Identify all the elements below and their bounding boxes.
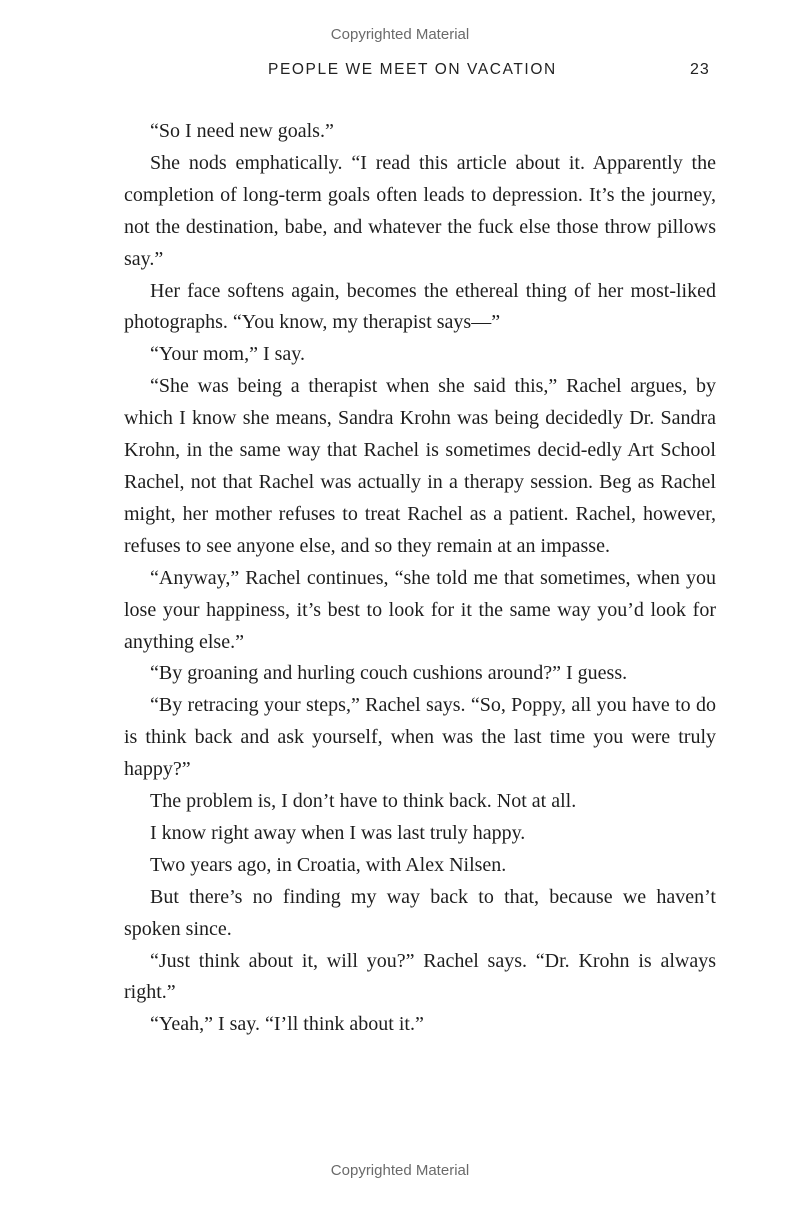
paragraph: I know right away when I was last truly happy. (150, 821, 526, 844)
paragraph: The problem is, I don’t have to think back. Not at all. (150, 790, 577, 813)
paragraph: Two years ago, in Croatia, with Alex Nilsen. (150, 853, 507, 876)
paragraph: “Yeah,” I say. “I’ll think about it.” (150, 1013, 424, 1036)
paragraph: She nods emphatically. “I read this article about it. Apparently the completion of long-term goals often leads to depression. It’s the journey, not the destination, babe, and whatever the fuck else those throw pillows say.” (124, 151, 716, 270)
paragraph: “She was being a therapist when she said this,” Rachel argues, by which I know she means, Sandra Krohn was being decidedly Dr. Sandra Krohn, in the same way that Rachel is sometimes decid-edly Art School Rachel, not that Rachel was actually in a therapy session. Beg as Rachel might, her mother refuses to treat Rachel as a patient. Rachel, however, refuses to see anyone else, and so they remain at an impasse. (124, 375, 716, 557)
paragraph: But there’s no finding my way back to that, because we haven’t spoken since. (124, 885, 716, 940)
paragraph: “Your mom,” I say. (150, 343, 305, 366)
paragraph: “Anyway,” Rachel continues, “she told me that sometimes, when you lose your happiness, it’s best to look for it the same way you’d look for anything else.” (124, 566, 716, 653)
body-text (124, 116, 716, 1041)
page-number: 23 (690, 61, 710, 78)
paragraph: Her face softens again, becomes the ethereal thing of her most-liked photographs. “You know, my therapist says—” (124, 279, 716, 334)
copyright-watermark-top: Copyrighted Material (330, 26, 470, 43)
paragraph: “By retracing your steps,” Rachel says. “So, Poppy, all you have to do is think back and ask yourself, when was the last time you were truly happy?” (124, 694, 716, 781)
paragraph: “By groaning and hurling couch cushions around?” I guess. (150, 662, 628, 685)
copyright-watermark-bottom: Copyrighted Material (330, 1162, 470, 1179)
paragraph: “So I need new goals.” (150, 120, 334, 142)
running-head-title: PEOPLE WE MEET ON VACATION (268, 61, 557, 78)
paragraph: “Just think about it, will you?” Rachel says. “Dr. Krohn is always right.” (124, 949, 716, 1004)
